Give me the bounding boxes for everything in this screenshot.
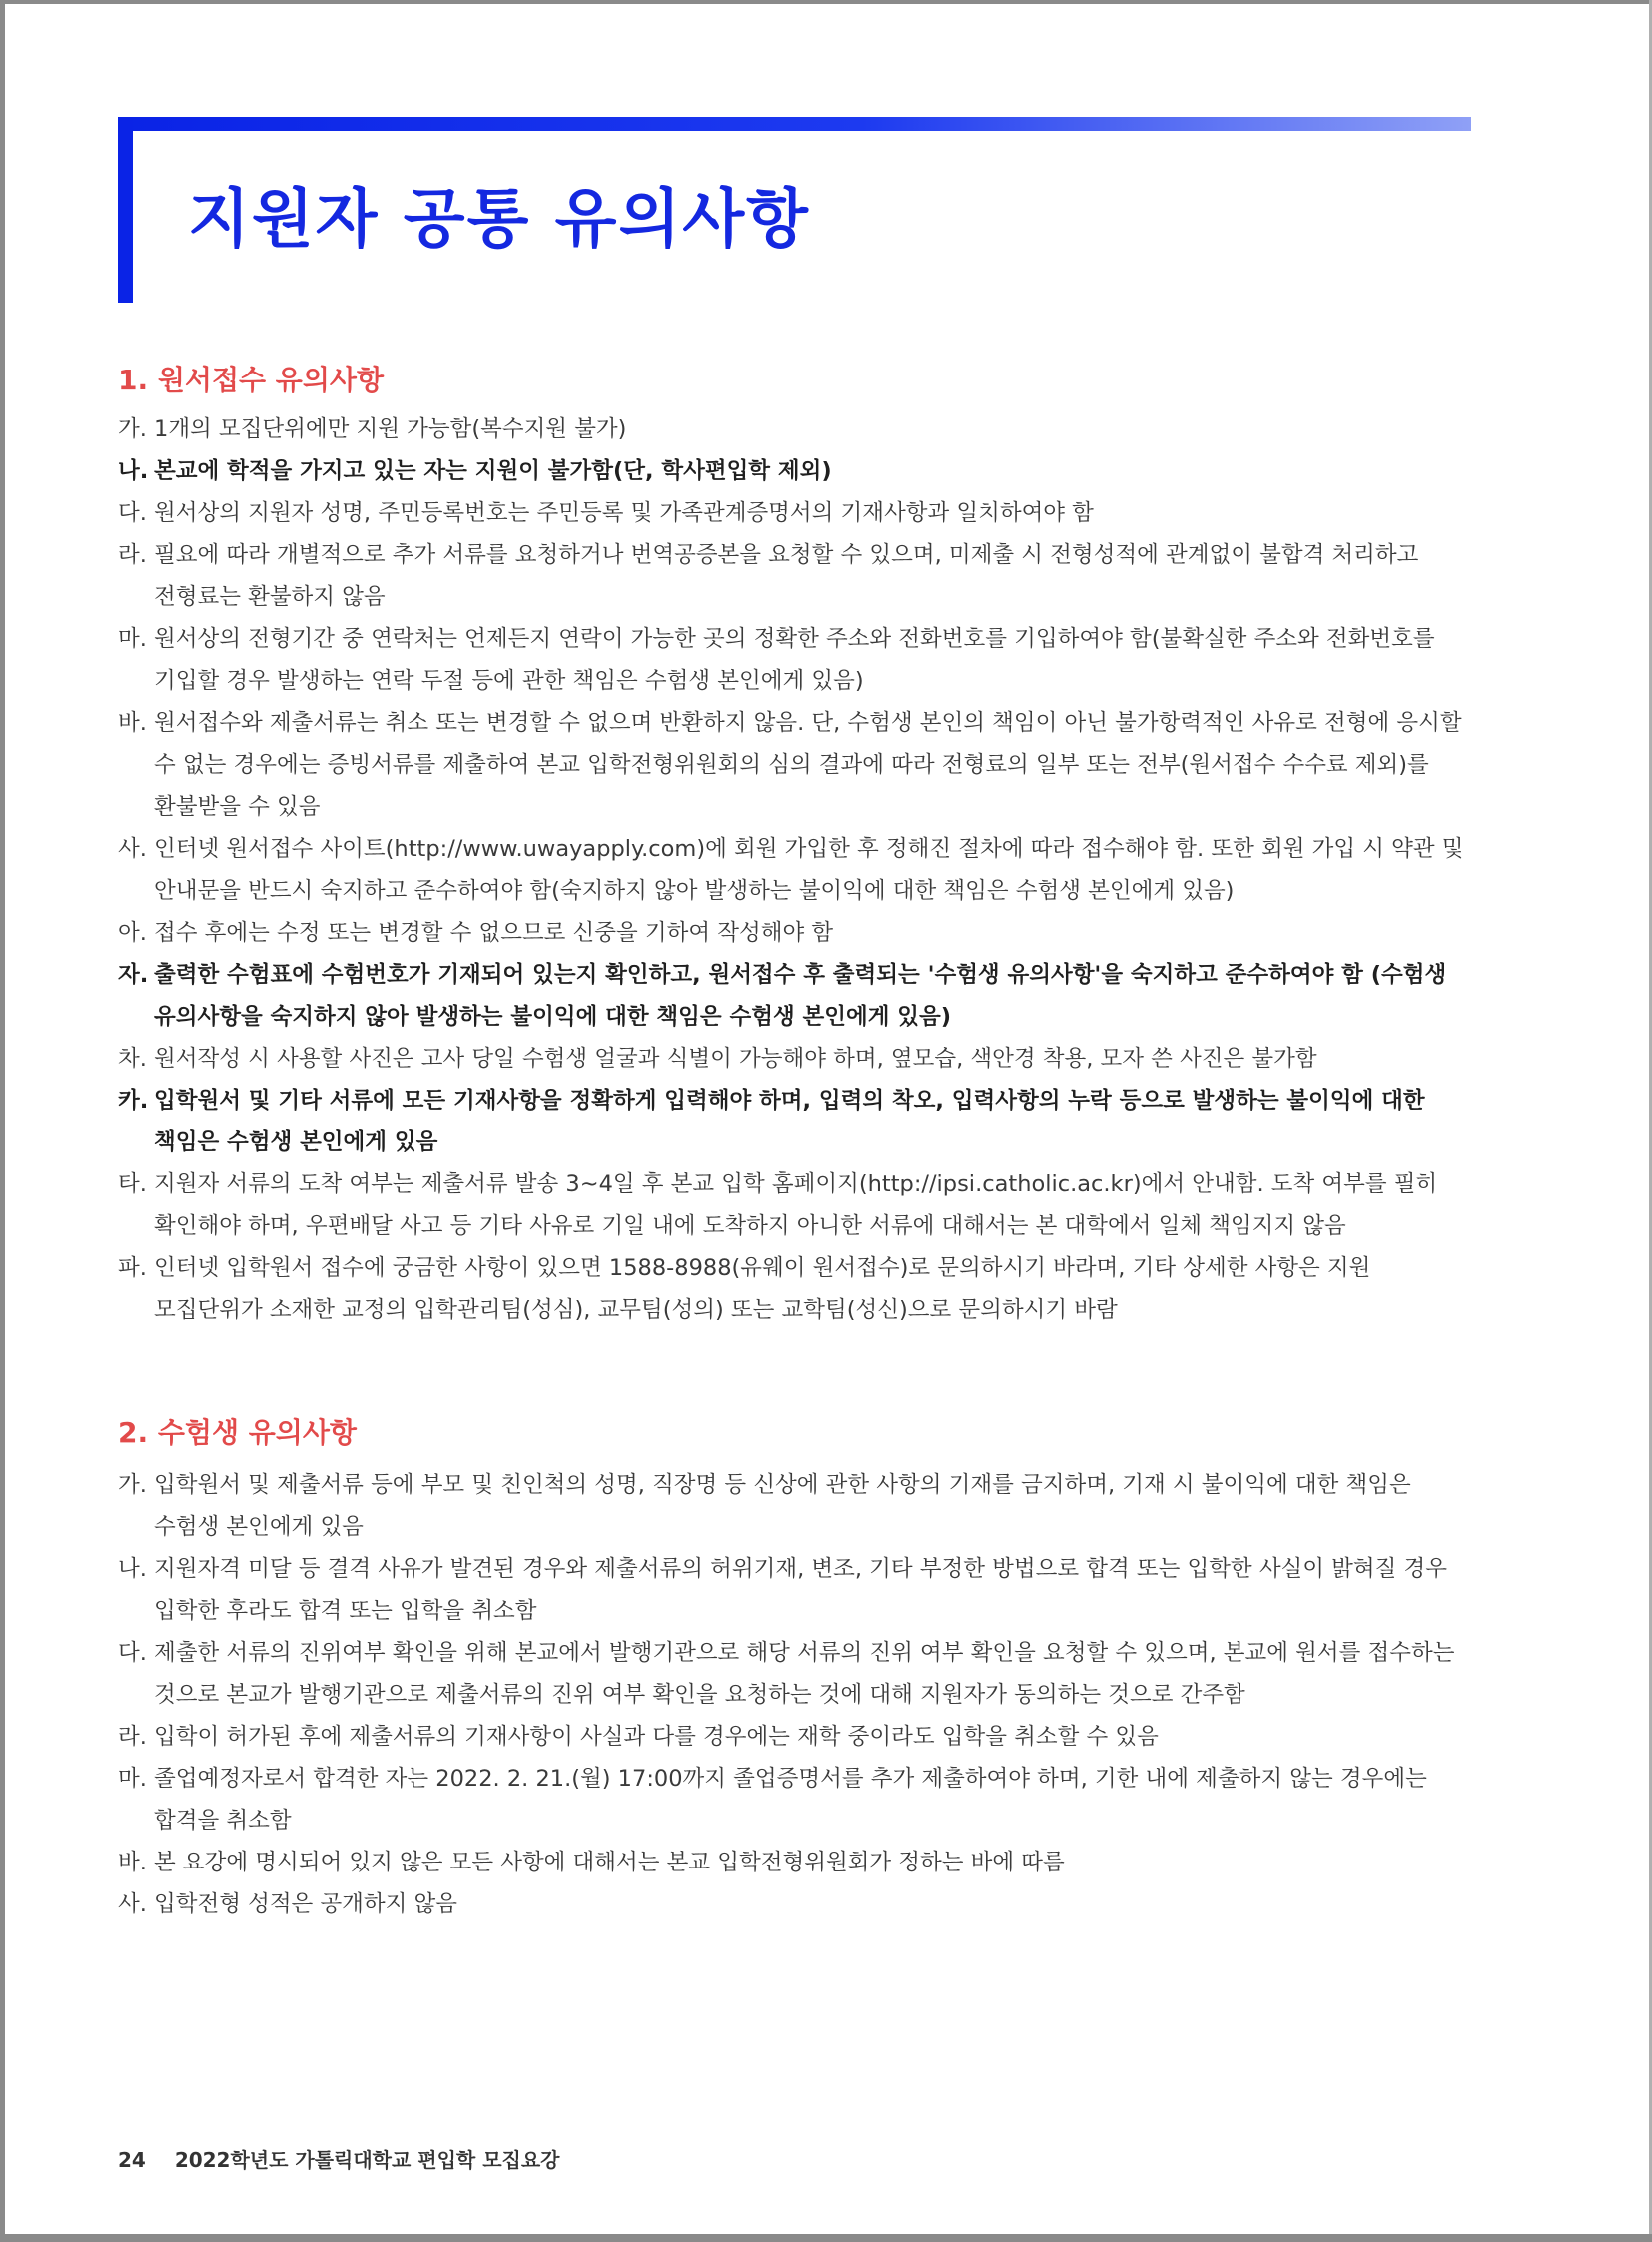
list-item — [118, 1632, 1473, 1716]
item-text: 원서작성 시 사용할 사진은 고사 당일 수험생 얼굴과 식별이 가능해야 하며, 옆모습, 색안경 착용, 모자 쓴 사진은 불가함 — [154, 1046, 1317, 1072]
item-marker: 다. — [118, 1640, 147, 1666]
page-footer — [118, 2144, 560, 2173]
section-heading-candidate: 2. 수험생 유의사항 — [118, 1416, 357, 1449]
item-marker: 마. — [118, 626, 147, 652]
footer-document-title: 2022학년도 가톨릭대학교 편입학 모집요강 — [174, 2148, 560, 2172]
item-text: 1개의 모집단위에만 지원 가능함(복수지원 불가) — [154, 416, 627, 442]
list-item — [118, 1716, 1473, 1758]
item-text: 출력한 수험표에 수험번호가 기재되어 있는지 확인하고, 원서접수 후 출력되는 '수험생 유의사항'을 숙지하고 준수하여야 함 (수험생 유의사항을 숙지하지 않아 발생하는 불이익에 대한 책임은 수험생 본인에게 있음) — [154, 962, 1447, 1030]
list-item — [118, 1883, 1473, 1925]
page-title: 지원자 공통 유의사항 — [188, 183, 810, 257]
list-item — [118, 828, 1473, 912]
item-marker: 자. — [118, 962, 149, 988]
page-number: 24 — [118, 2148, 146, 2172]
page-border-bottom — [0, 2234, 1652, 2242]
item-marker: 바. — [118, 710, 147, 736]
item-text: 접수 후에는 수정 또는 변경할 수 없으므로 신중을 기하여 작성해야 함 — [154, 920, 834, 946]
item-marker: 나. — [118, 1556, 147, 1582]
item-text: 지원자 서류의 도착 여부는 제출서류 발송 3~4일 후 본교 입학 홈페이지(http://ipsi.catholic.ac.kr)에서 안내함. 도착 여부를 필히 확인해야 하며, 우편배달 사고 등 기타 사유로 기일 내에 도착하지 아니한 서류에 대해서는 본 대학에서 일체 책임지지 않음 — [154, 1171, 1438, 1239]
list-item — [118, 1758, 1473, 1842]
header-accent-side — [118, 117, 133, 303]
list-item — [118, 1464, 1473, 1548]
item-marker: 라. — [118, 542, 147, 568]
item-marker: 카. — [118, 1088, 149, 1114]
item-text: 제출한 서류의 진위여부 확인을 위해 본교에서 발행기관으로 해당 서류의 진위 여부 확인을 요청할 수 있으며, 본교에 원서를 접수하는 것으로 본교가 발행기관으로 제출서류의 진위 여부 확인을 요청하는 것에 대해 지원자가 동의하는 것으로 간주함 — [154, 1640, 1455, 1708]
list-item — [118, 1038, 1473, 1080]
list-item — [118, 954, 1473, 1038]
item-marker: 사. — [118, 1891, 147, 1917]
item-marker: 다. — [118, 500, 147, 526]
item-text: 입학원서 및 제출서류 등에 부모 및 친인척의 성명, 직장명 등 신상에 관한 사항의 기재를 금지하며, 기재 시 불이익에 대한 책임은 수험생 본인에게 있음 — [154, 1472, 1411, 1540]
list-item — [118, 912, 1473, 954]
item-text: 졸업예정자로서 합격한 자는 2022. 2. 21.(월) 17:00까지 졸업증명서를 추가 제출하여야 하며, 기한 내에 제출하지 않는 경우에는 합격을 취소함 — [154, 1766, 1427, 1834]
list-item — [118, 1163, 1473, 1247]
list-item — [118, 618, 1473, 702]
list-item — [118, 450, 1473, 492]
page-border-left — [0, 0, 5, 2242]
item-text: 필요에 따라 개별적으로 추가 서류를 요청하거나 번역공증본을 요청할 수 있으며, 미제출 시 전형성적에 관계없이 불합격 처리하고 전형료는 환불하지 않음 — [154, 542, 1419, 610]
item-text: 지원자격 미달 등 결격 사유가 발견된 경우와 제출서류의 허위기재, 변조, 기타 부정한 방법으로 합격 또는 입학한 사실이 밝혀질 경우 입학한 후라도 합격 또는 입학을 취소함 — [154, 1556, 1447, 1624]
page-border-top — [0, 0, 1652, 4]
item-marker: 파. — [118, 1255, 147, 1281]
item-text: 본 요강에 명시되어 있지 않은 모든 사항에 대해서는 본교 입학전형위원회가 정하는 바에 따름 — [154, 1850, 1065, 1875]
list-item — [118, 408, 1473, 450]
item-marker: 라. — [118, 1724, 147, 1750]
list-item — [118, 1548, 1473, 1632]
item-text: 원서접수와 제출서류는 취소 또는 변경할 수 없으며 반환하지 않음. 단, 수험생 본인의 책임이 아닌 불가항력적인 사유로 전형에 응시할 수 없는 경우에는 증빙서류를 제출하여 본교 입학전형위원회의 심의 결과에 따라 전형료의 일부 또는 전부(원서접수 수수료 제외)를 환불받을 수 있음 — [154, 710, 1462, 820]
item-marker: 나. — [118, 458, 149, 484]
list-item — [118, 1080, 1473, 1163]
item-text: 입학전형 성적은 공개하지 않음 — [154, 1891, 458, 1917]
item-marker: 타. — [118, 1171, 147, 1197]
section-heading-application: 1. 원서접수 유의사항 — [118, 364, 385, 396]
item-marker: 마. — [118, 1766, 147, 1792]
item-marker: 사. — [118, 836, 147, 862]
list-item — [118, 1247, 1473, 1331]
header-accent-bar — [118, 117, 1471, 131]
item-marker: 바. — [118, 1850, 147, 1875]
list-item — [118, 492, 1473, 534]
list-item — [118, 702, 1473, 828]
item-marker: 차. — [118, 1046, 147, 1072]
item-text: 입학원서 및 기타 서류에 모든 기재사항을 정확하게 입력해야 하며, 입력의 착오, 입력사항의 누락 등으로 발생하는 불이익에 대한 책임은 수험생 본인에게 있음 — [154, 1088, 1425, 1155]
item-marker: 아. — [118, 920, 147, 946]
item-marker: 가. — [118, 1472, 147, 1498]
item-marker: 가. — [118, 416, 147, 442]
item-text: 원서상의 지원자 성명, 주민등록번호는 주민등록 및 가족관계증명서의 기재사항과 일치하여야 함 — [154, 500, 1094, 526]
item-text: 원서상의 전형기간 중 연락처는 언제든지 연락이 가능한 곳의 정확한 주소와 전화번호를 기입하여야 함(불확실한 주소와 전화번호를 기입할 경우 발생하는 연락 두절 등에 관한 책임은 수험생 본인에게 있음) — [154, 626, 1435, 694]
item-text: 입학이 허가된 후에 제출서류의 기재사항이 사실과 다를 경우에는 재학 중이라도 입학을 취소할 수 있음 — [154, 1724, 1159, 1750]
item-text: 인터넷 입학원서 접수에 궁금한 사항이 있으면 1588-8988(유웨이 원서접수)로 문의하시기 바라며, 기타 상세한 사항은 지원 모집단위가 소재한 교정의 입학관리팀(성심), 교무팀(성의) 또는 교학팀(성신)으로 문의하시기 바람 — [154, 1255, 1371, 1323]
item-text: 인터넷 원서접수 사이트(http://www.uwayapply.com)에 회원 가입한 후 정해진 절차에 따라 접수해야 함. 또한 회원 가입 시 약관 및 안내문을 반드시 숙지하고 준수하여야 함(숙지하지 않아 발생하는 불이익에 대한 책임은 수험생 본인에게 있음) — [154, 836, 1464, 904]
list-item — [118, 1842, 1473, 1883]
item-text: 본교에 학적을 가지고 있는 자는 지원이 불가함(단, 학사편입학 제외) — [154, 458, 832, 484]
list-item — [118, 534, 1473, 618]
